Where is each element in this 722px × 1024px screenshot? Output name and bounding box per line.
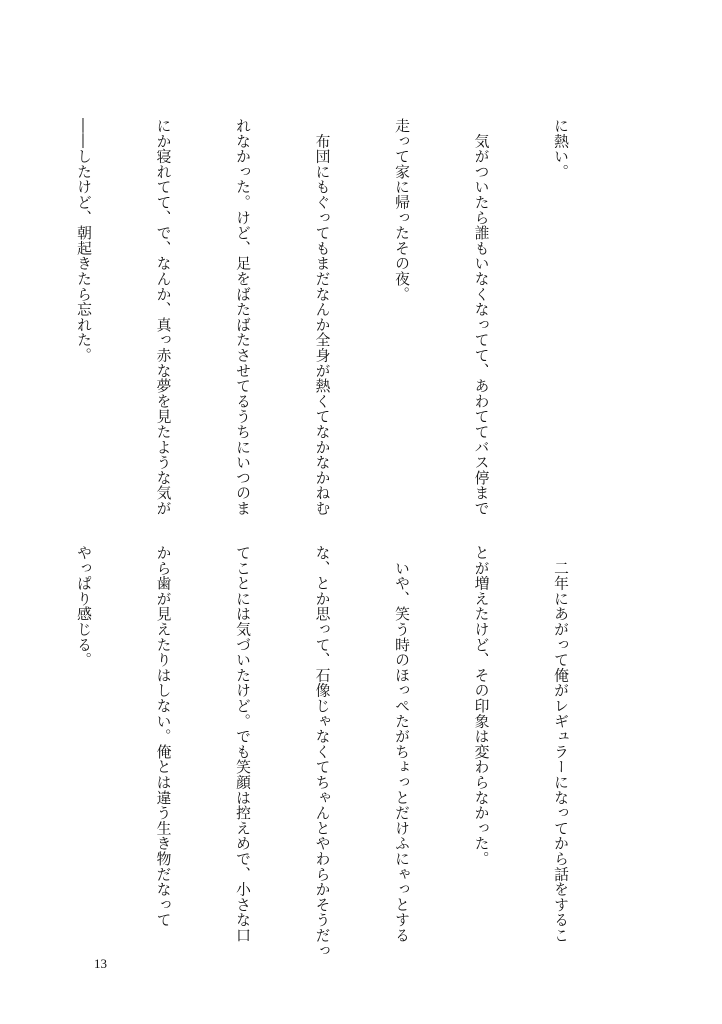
- text-line: ――したけど、朝起きたら忘れた。: [75, 118, 92, 363]
- text-line: 二年にあがって俺がレギュラーになってから話をするこ: [552, 545, 569, 943]
- text-line: から歯が見えたりはしない。俺とは違う生き物だなって: [154, 545, 172, 928]
- text-line: 気がついたら誰もいなくなってて、あわててバス停まで: [472, 118, 490, 516]
- lower-text-block: [0, 545, 626, 959]
- text-line: やっぱり感じる。: [75, 545, 92, 668]
- text-line: れなかった。けど、足をばたばたさせてるうちにいつのま: [234, 118, 251, 516]
- page-number: 13: [94, 956, 107, 971]
- text-line: にか寝れてて、で、なんか、真っ赤な夢を見たような気が: [154, 118, 172, 516]
- text-line: とが増えたけど、その印象は変わらなかった。: [472, 545, 490, 867]
- text-line: てことには気づいたけど。でも笑顔は控えめで、小さな口: [234, 545, 251, 943]
- upper-text-block: [0, 118, 626, 523]
- text-line: いや、笑う時のほっぺたがちょっとだけふにゃっとする: [393, 545, 410, 943]
- text-line: 走って家に帰ったその夜。: [393, 118, 410, 302]
- text-line: 布団にもぐってもまだなんか全身が熱くてなかなかねむ: [313, 118, 331, 516]
- text-line: な、とか思って、石像じゃなくてちゃんとやわらかそうだっ: [313, 545, 331, 959]
- text-line: に熱い。: [552, 118, 569, 180]
